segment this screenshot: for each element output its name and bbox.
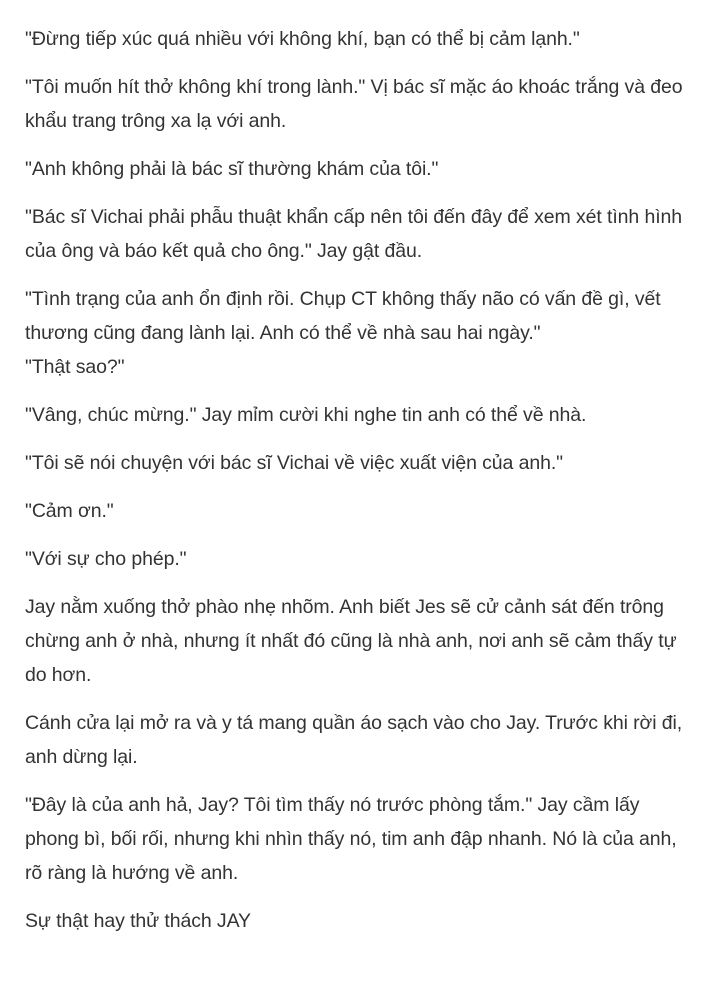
paragraph-1: "Đừng tiếp xúc quá nhiều với không khí, bạn có thể bị cảm lạnh." — [25, 28, 580, 50]
paragraph-12: Cánh cửa lại mở ra và y tá mang quần áo sạch vào cho Jay. Trước khi rời đi, anh dừng lại. — [25, 712, 683, 768]
paragraph-6: "Thật sao?" — [25, 356, 125, 378]
paragraph-9: "Cảm ơn." — [25, 500, 114, 522]
chapter-title: Sự thật hay thử thách JAY — [25, 910, 251, 932]
paragraph-10: "Với sự cho phép." — [25, 548, 187, 570]
paragraph-11: Jay nằm xuống thở phào nhẹ nhõm. Anh biết Jes sẽ cử cảnh sát đến trông chừng anh ở nhà, nhưng ít nhất đó cũng là nhà anh, nơi anh sẽ cảm thấy tự do hơn. — [25, 596, 677, 686]
paragraph-7: "Vâng, chúc mừng." Jay mỉm cười khi nghe tin anh có thể về nhà. — [25, 404, 587, 426]
paragraph-4: "Bác sĩ Vichai phải phẫu thuật khẩn cấp nên tôi đến đây để xem xét tình hình của ông và báo kết quả cho ông." Jay gật đầu. — [25, 206, 683, 262]
paragraph-5: "Tình trạng của anh ổn định rồi. Chụp CT không thấy não có vấn đề gì, vết thương cũng đang lành lại. Anh có thể về nhà sau hai ngày." — [25, 288, 661, 344]
paragraph-3: "Anh không phải là bác sĩ thường khám của tôi." — [25, 158, 439, 180]
paragraph-13: "Đây là của anh hả, Jay? Tôi tìm thấy nó trước phòng tắm." Jay cầm lấy phong bì, bối rối, nhưng khi nhìn thấy nó, tim anh đập nhanh. Nó là của anh, rõ ràng là hướng về anh. — [25, 794, 677, 884]
paragraph-2: "Tôi muốn hít thở không khí trong lành." Vị bác sĩ mặc áo khoác trắng và đeo khẩu trang trông xa lạ với anh. — [25, 76, 683, 132]
paragraph-8: "Tôi sẽ nói chuyện với bác sĩ Vichai về việc xuất viện của anh." — [25, 452, 563, 474]
